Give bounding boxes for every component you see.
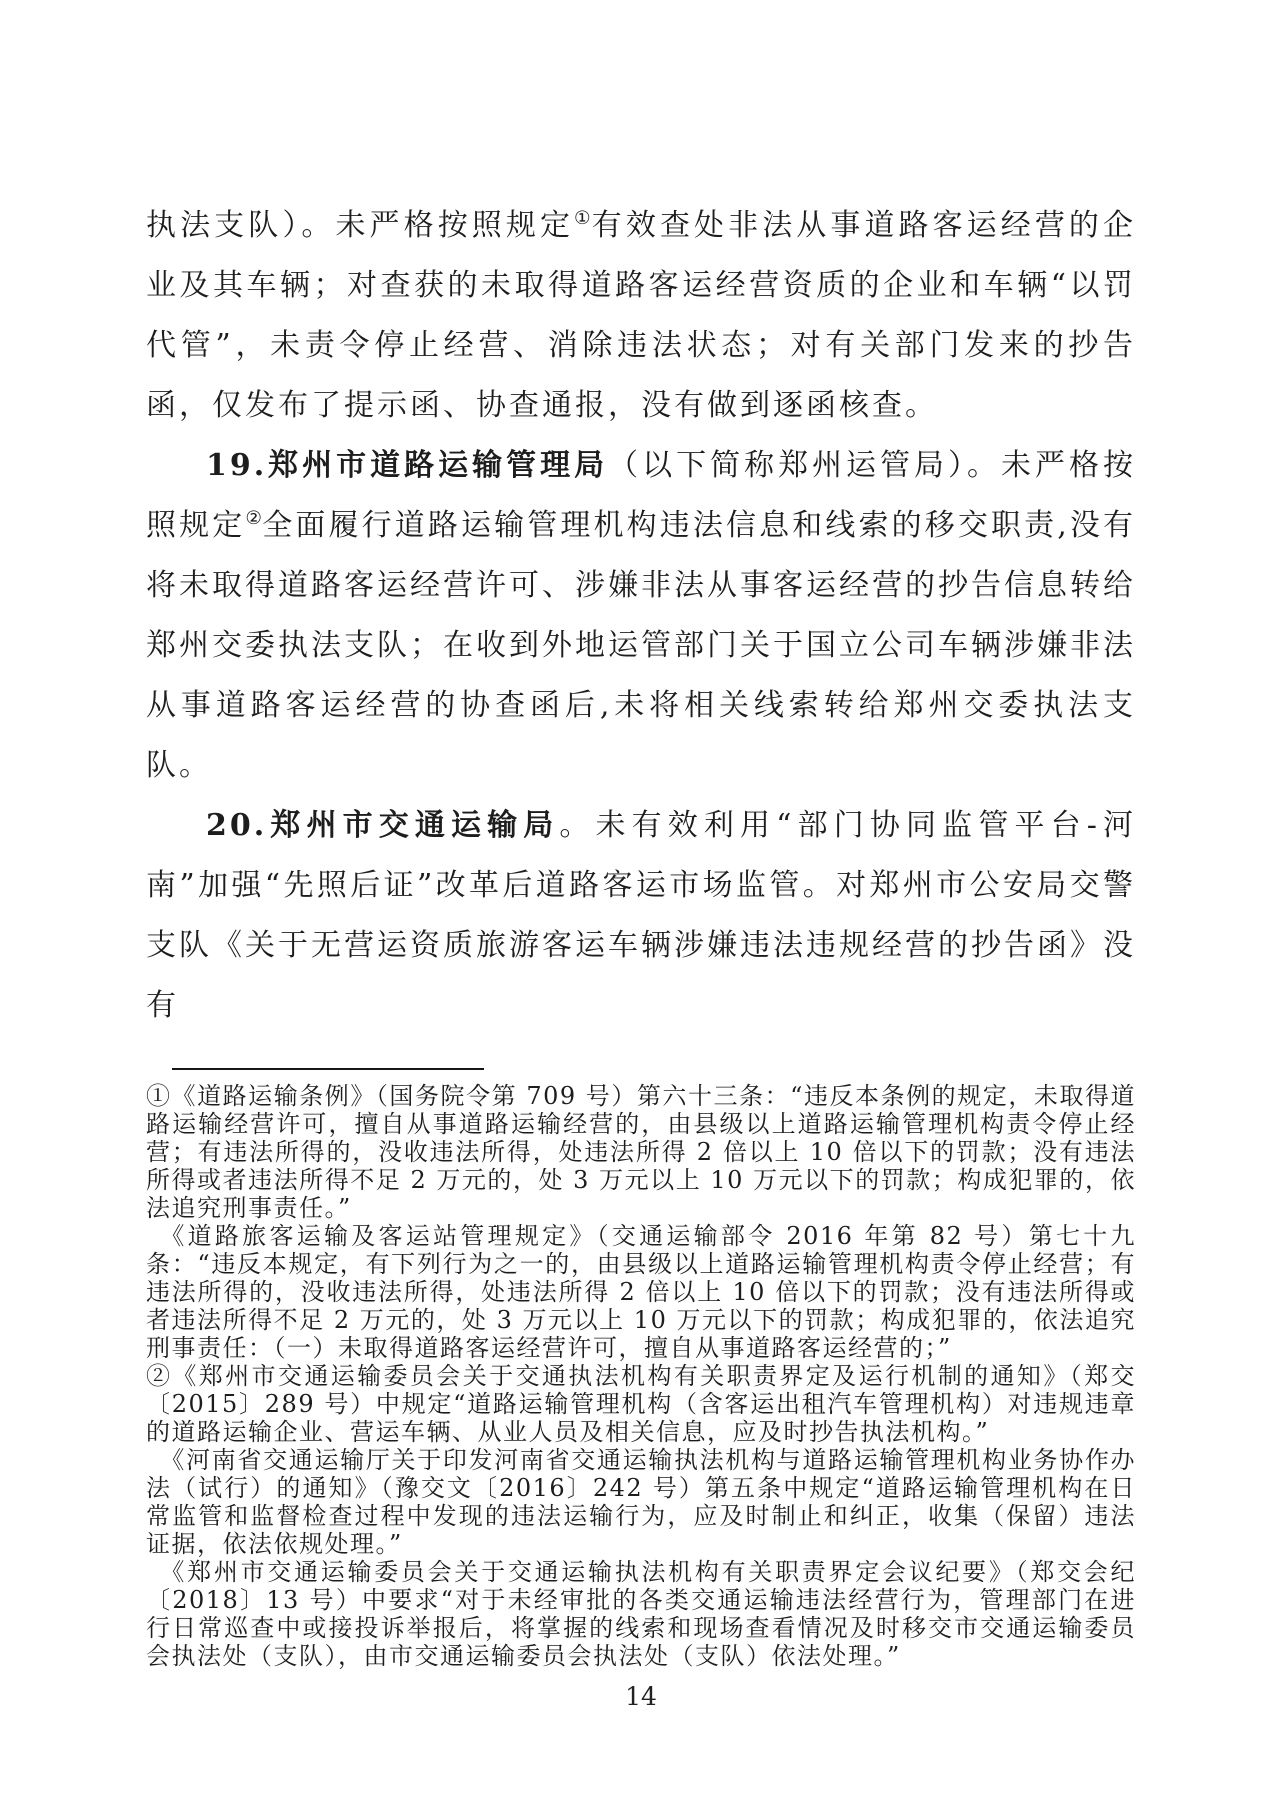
paragraph-text: 全面履行道路运输管理机构违法信息和线索的移交职责,没有将未取得道路客运经营许可、涉嫌非法从事客运经营的抄告信息转给郑州交委执法支队；在收到外地运管部门关于国立公司车辆涉嫌非法从事道路客运经营的协查函后,未将相关线索转给郑州交委执法支队。 [146,508,1136,783]
footnotes-section [146,1082,1136,1670]
footnote-1-continued: 《道路旅客运输及客运站管理规定》（交通运输部令 2016 年第 82 号）第七十九条：“违反本规定，有下列行为之一的，由县级以上道路运输管理机构责令停止经营；有违法所得的，没收违法所得，处违法所得 2 倍以上 10 倍以下的罚款；没有违法所得或者违法所得不足 2 万元的，处 3 万元以上 10 万元以下的罚款；构成犯罪的，依法追究刑事责任：（一）未取得道路客运经营许可，擅自从事道路客运经营的；” [146,1222,1136,1362]
item-20-heading: 20.郑州市交通运输局 [206,808,560,843]
footnote-ref-1: ① [574,208,592,229]
page-number: 14 [625,1682,657,1711]
footnote-2-continued-henan-notice: 《河南省交通运输厅关于印发河南省交通运输执法机构与道路运输管理机构业务协作办法（试行）的通知》（豫交文〔2016〕242 号）第五条中规定“道路运输管理机构在日常监管和监督检查过程中发现的违法运输行为，应及时制止和纠正，收集（保留）违法证据，依法依规处理。” [146,1446,1136,1558]
item-19-heading: 19.郑州市道路运输管理局 [206,448,609,483]
body-paragraph-continuation [146,196,1136,436]
paragraph-text: 有效查处非法从事道路客运经营的企业及其车辆；对查获的未取得道路客运经营资质的企业和车辆“以罚代管”，未责令停止经营、消除违法状态；对有关部门发来的抄告函，仅发布了提示函、协查通报，没有做到逐函核查。 [146,208,1137,423]
document-body [146,196,1136,1036]
paragraph-text: （以下简称郑州运管局）。未严格按照规定 [146,448,1136,543]
body-paragraph-19 [146,436,1136,796]
footnote-1: ①《道路运输条例》（国务院令第 709 号）第六十三条：“违反本条例的规定，未取得道路运输经营许可，擅自从事道路运输经营的，由县级以上道路运输管理机构责令停止经营；有违法所得的，没收违法所得，处违法所得 2 倍以上 10 倍以下的罚款；没有违法所得或者违法所得不足 2 万元的，处 3 万元以上 10 万元以下的罚款；构成犯罪的，依法追究刑事责任。” [146,1082,1136,1222]
footnote-ref-2: ② [245,508,263,529]
footnote-2: ②《郑州市交通运输委员会关于交通执法机构有关职责界定及运行机制的通知》（郑交〔2015〕289 号）中规定“道路运输管理机构（含客运出租汽车管理机构）对违规违章的道路运输企业、营运车辆、从业人员及相关信息，应及时抄告执法机构。” [146,1362,1136,1446]
paragraph-text: 。未有效利用“部门协同监管平台-河南”加强“先照后证”改革后道路客运市场监管。对郑州市公安局交警支队《关于无营运资质旅游客运车辆涉嫌违法违规经营的抄告函》没有 [146,808,1136,1023]
paragraph-text: 执法支队）。未严格按照规定 [146,208,575,243]
footnote-2-continued-meeting-minutes: 《郑州市交通运输委员会关于交通运输执法机构有关职责界定会议纪要》（郑交会纪〔2018〕13 号）中要求“对于未经审批的各类交通运输违法经营行为，管理部门在进行日常巡查中或接投诉举报后，将掌握的线索和现场查看情况及时移交市交通运输委员会执法处（支队），由市交通运输委员会执法处（支队）依法处理。” [146,1558,1136,1670]
footnote-separator [172,1068,484,1070]
body-paragraph-20 [146,796,1136,1036]
